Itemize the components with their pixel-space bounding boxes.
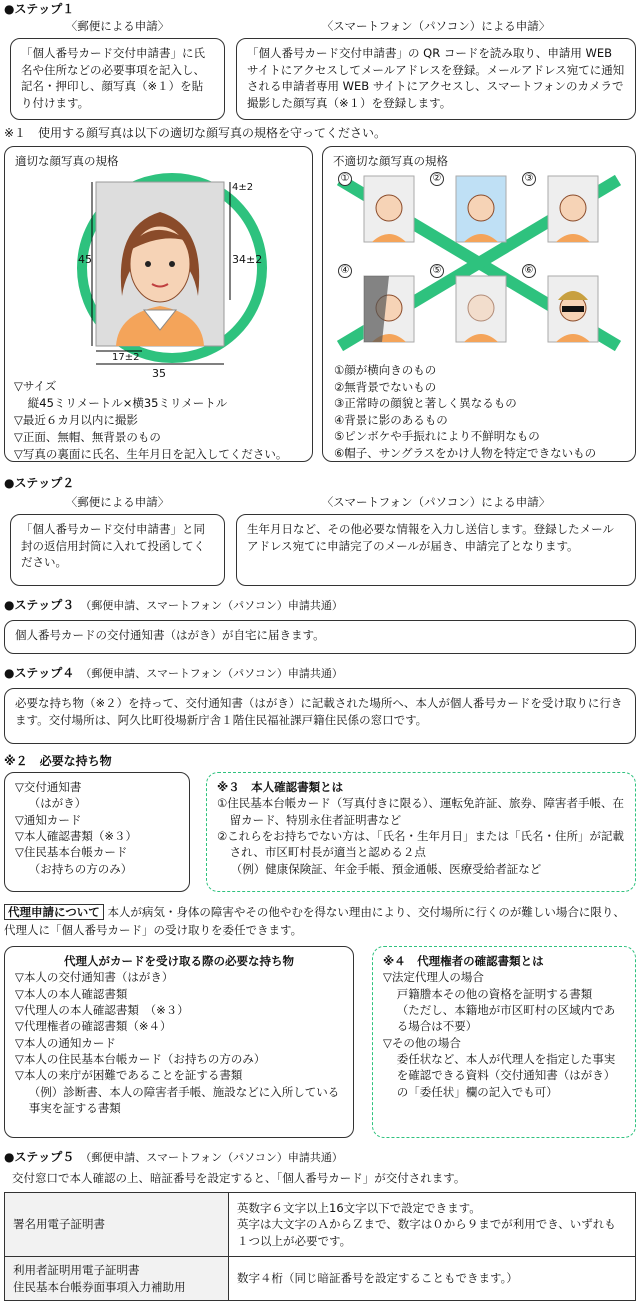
dim-height: 45 (78, 253, 92, 266)
table-row: 署名用電子証明書 英数字６文字以上16文字以下で設定できます。 英字は大文字のＡからＺまで、数字は０から９までが利用でき、いずれも１つ以上が必要です。 (5, 1193, 636, 1257)
bad-photo-illustration (322, 170, 636, 360)
step1-heading: ●ステップ１ (4, 2, 75, 16)
note3-box: ※３ 本人確認書類とは ①住民基本台帳カード（写真付きに限る）、運転免許証、旅券、障害者手帳、在留カード、特別永住者証明書など ②これらをお持ちでない方は、「氏名・生年月日」または「氏名・住所」が記載され、市区町村長が適当と認める２点 （例）健康保険証、年金手帳、預金通帳、医療受給者証など (206, 772, 636, 892)
bad-items: ①顔が横向きのもの ②無背景でないもの ③正常時の顔貌と著しく異なるもの ④背景に影のあるもの ⑤ピンボケや手振れにより不鮮明なもの ⑥帽子、サングラスをかけ人物を特定できないもの (334, 363, 597, 460)
bad-num-3: ③ (522, 172, 536, 186)
step2-mail-box: 「個人番号カード交付申請書」と同封の返信用封筒に入れて投函してください。 (10, 514, 225, 586)
step4-box: 必要な持ち物（※２）を持って、交付通知書（はがき）に記載された場所へ、本人が個人番号カードを受け取りに行きます。交付場所は、阿久比町役場新庁舎１階住民福祉課戸籍住民係の窓口です。 (4, 688, 636, 744)
bad-num-6: ⑥ (522, 264, 536, 278)
bad-num-4: ④ (338, 264, 352, 278)
proxy-intro: 代理申請について 本人が病気・身体の障害やその他やむを得ない理由により、交付場所に行くのが難しい場合に限り、代理人に「個人番号カード」の受け取りを委任できます。 (4, 905, 625, 937)
step2-smart-caption: 〈スマートフォン（パソコン）による申請〉 (321, 495, 551, 509)
step3-box: 個人番号カードの交付通知書（はがき）が自宅に届きます。 (4, 620, 636, 654)
bad-num-2: ② (430, 172, 444, 186)
note2-heading: ※２ 必要な持ち物 (4, 754, 112, 768)
step1-smart-caption: 〈スマートフォン（パソコン）による申請〉 (321, 19, 551, 33)
bad-photo-title: 不適切な顔写真の規格 (333, 154, 448, 168)
good-items: ▽サイズ 縦45ミリメートル×横35ミリメートル ▽最近６カ月以内に撮影 ▽正面、無帽、無背景のもの ▽写真の裏面に氏名、生年月日を記入してください。 (14, 379, 288, 462)
step1-smart-box: 「個人番号カード交付申請書」の QR コードを読み取り、申請用 WEB サイトにアクセスしてメールアドレスを登録。メールアドレス宛てに通知される申請者専用 WEB サイトにアクセスし、スマートフォンのカメラで撮影した顔写真（※１）を登録します。 (236, 38, 636, 120)
note4-box: ※４ 代理権者の確認書類とは ▽法定代理人の場合 戸籍謄本その他の資格を証明する書類 （ただし、本籍地が市区町村の区域内である場合は不要） ▽その他の場合 委任状など、本人が代理人を指定した事実を確認できる資料（交付通知書（はがき）の「委任状」欄の記入でも可） (372, 946, 636, 1138)
note2-box: ▽交付通知書 （はがき） ▽通知カード ▽本人確認書類（※３） ▽住民基本台帳カード （お持ちの方のみ） (4, 772, 190, 892)
step2-heading: ●ステップ２ (4, 476, 75, 490)
note1-heading: ※１ 使用する顔写真は以下の適切な顔写真の規格を守ってください。 (4, 126, 387, 140)
table-row: 利用者証明用電子証明書 住民基本台帳券面事項入力補助用 数字４桁（同じ暗証番号を設定することもできます。） (5, 1257, 636, 1301)
dim-top: 4±2 (232, 182, 254, 193)
dim-width: 35 (152, 367, 166, 380)
step5-heading: ●ステップ５ （郵便申請、スマートフォン（パソコン）申請共通） (4, 1150, 343, 1164)
dim-face: 34±2 (232, 253, 263, 266)
good-photo-title: 適切な顔写真の規格 (15, 154, 119, 168)
proxy-label: 代理申請について (4, 904, 104, 920)
step5-text: 交付窓口で本人確認の上、暗証番号を設定すると、「個人番号カード」が交付されます。 (12, 1171, 466, 1185)
step4-heading: ●ステップ４ （郵便申請、スマートフォン（パソコン）申請共通） (4, 666, 343, 680)
step2-smart-box: 生年月日など、その他必要な情報を入力し送信します。登録したメールアドレス宛てに申請完了のメールが届き、申請完了となります。 (236, 514, 636, 586)
bad-num-5: ⑤ (430, 264, 444, 278)
step3-heading: ●ステップ３ （郵便申請、スマートフォン（パソコン）申請共通） (4, 598, 343, 612)
proxy-items-box: 代理人がカードを受け取る際の必要な持ち物 ▽本人の交付通知書（はがき） ▽本人の本人確認書類 ▽代理人の本人確認書類 （※３） ▽代理権者の確認書類（※４） ▽本人の通知カード ▽本人の住民基本台帳カード（お持ちの方のみ） ▽本人の来庁が困難であることを証する書類 （例）診断書、本人の障害者手帳、施設などに入所している事実を証する書類 (4, 946, 354, 1138)
pin-table (4, 1192, 636, 1301)
step1-mail-caption: 〈郵便による申請〉 (65, 19, 170, 33)
dim-chin: 17±2 (112, 352, 140, 363)
step1-mail-box: 「個人番号カード交付申請書」に氏名や住所などの必要事項を記入し、記名・押印し、顔写真（※１）を貼り付けます。 (10, 38, 225, 120)
bad-num-1: ① (338, 172, 352, 186)
step2-mail-caption: 〈郵便による申請〉 (65, 495, 170, 509)
